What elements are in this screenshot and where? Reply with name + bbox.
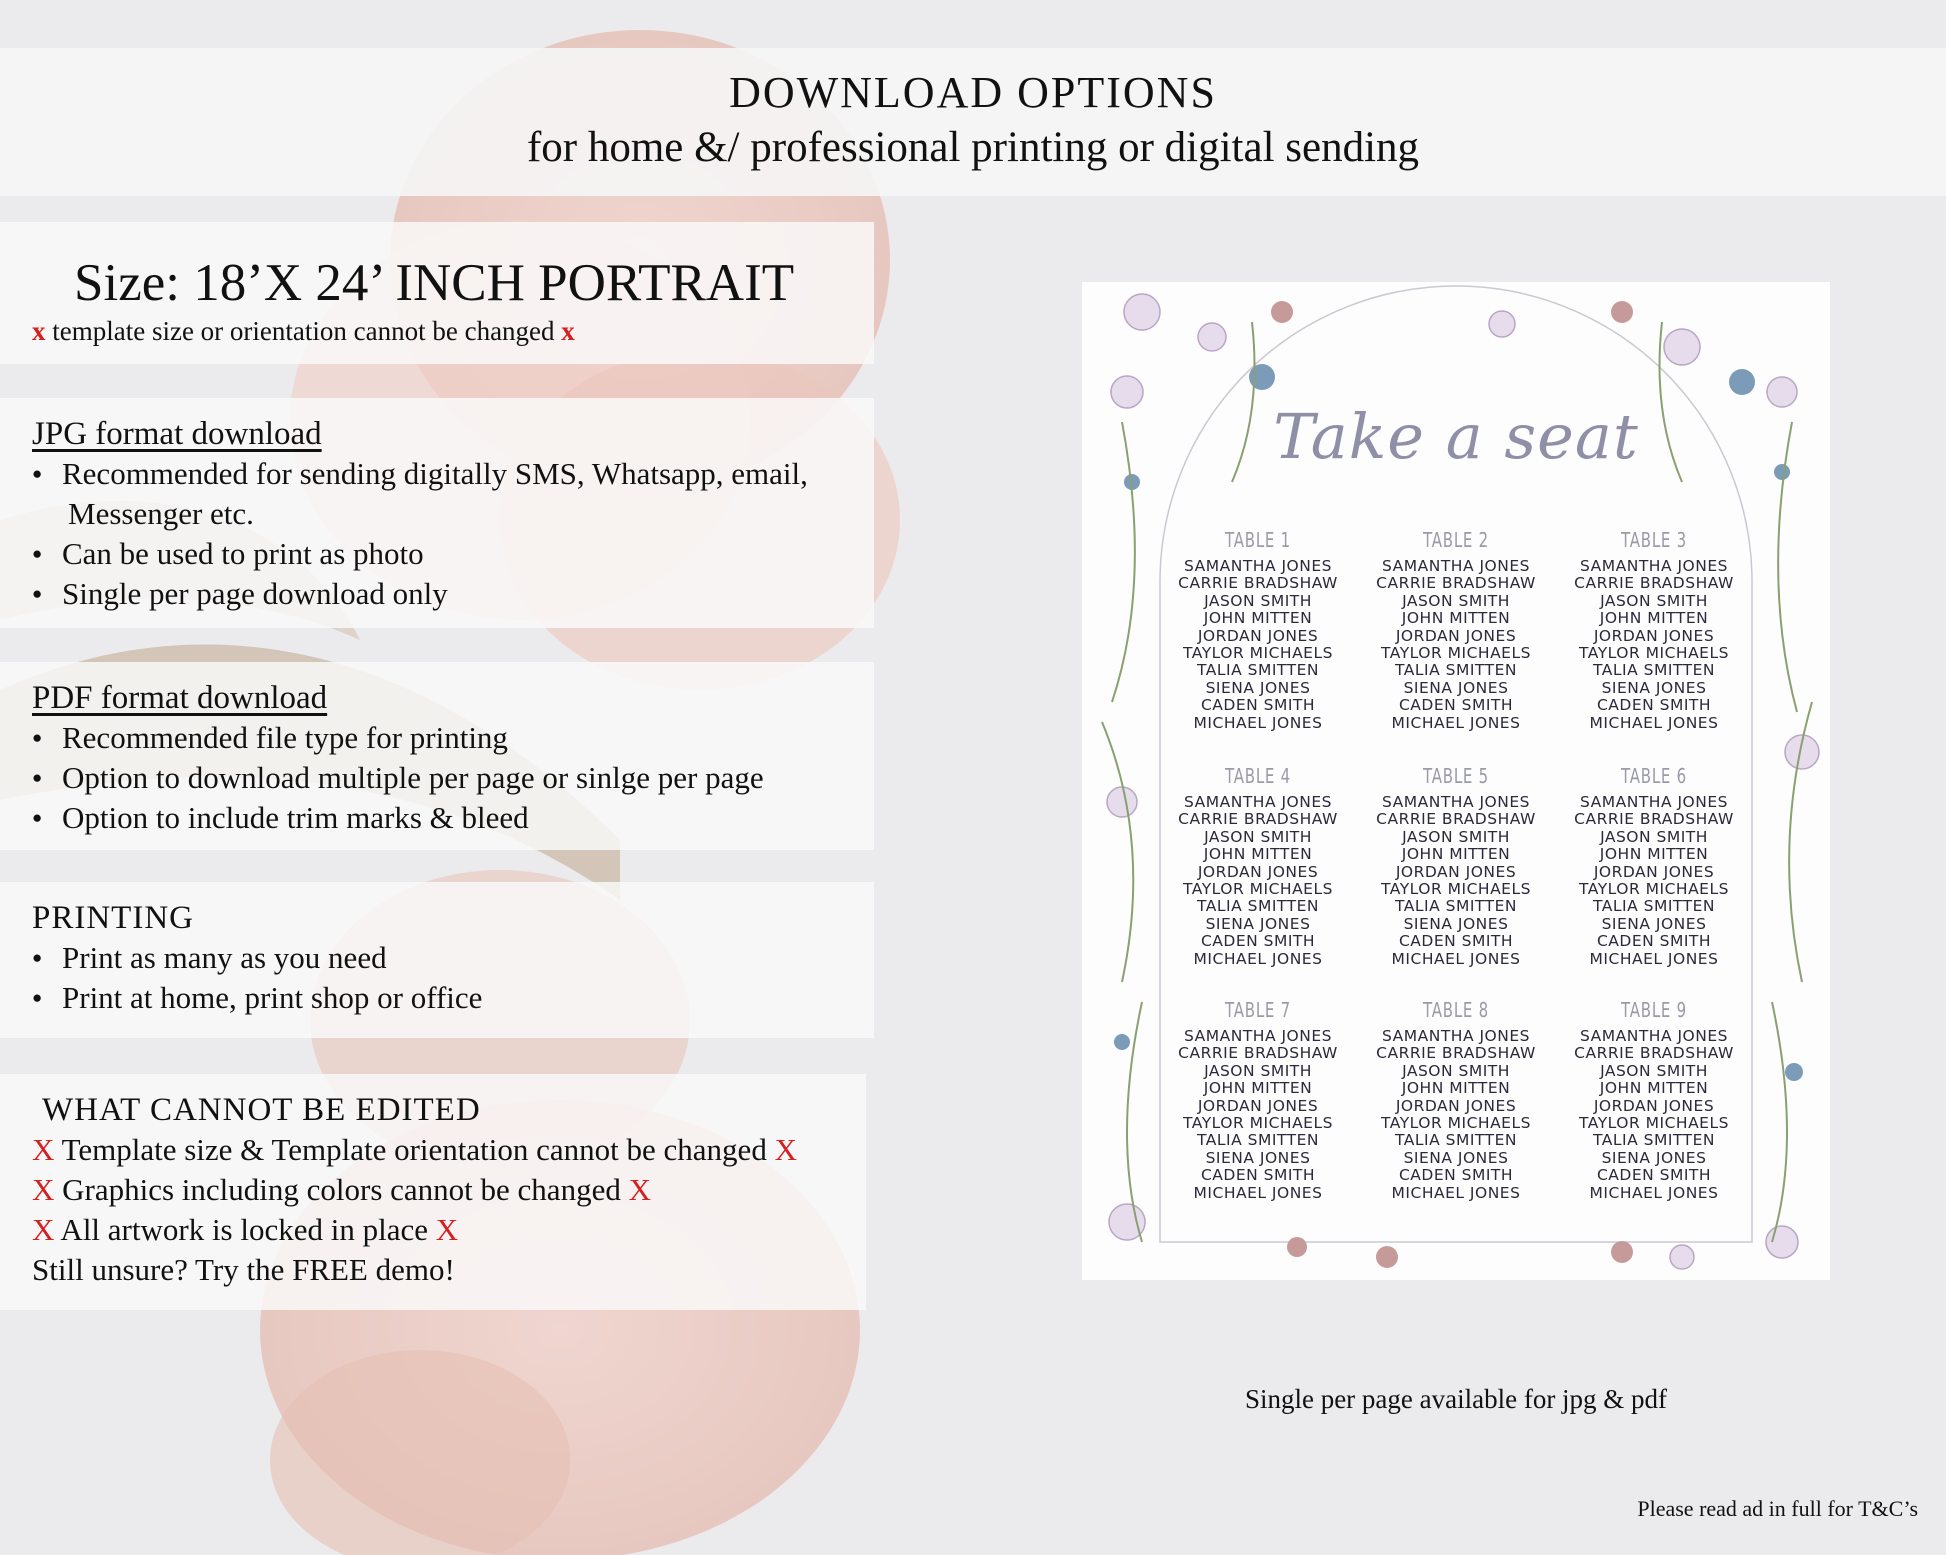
guest-name: CADEN SMITH	[1596, 696, 1712, 715]
table-label: TABLE 3	[1621, 528, 1687, 552]
guest-name: TAYLOR MICHAELS	[1183, 880, 1333, 899]
table-label: TABLE 2	[1423, 528, 1489, 552]
guest-name: JOHN MITTEN	[1401, 845, 1511, 864]
guest-name: JOHN MITTEN	[1203, 609, 1313, 628]
guest-name: JORDAN JONES	[1593, 862, 1715, 881]
list-item	[32, 454, 874, 534]
cannot-edit-title: WHAT CANNOT BE EDITED	[42, 1092, 481, 1128]
guest-name: JORDAN JONES	[1593, 1096, 1715, 1115]
sign-title: Take a seat	[1273, 400, 1639, 473]
cannot-edit-line	[32, 1130, 866, 1170]
cannot-edit-line	[32, 1210, 866, 1250]
jpg-title: JPG format download	[32, 416, 322, 452]
guest-name: SAMANTHA JONES	[1382, 557, 1530, 575]
x-mark-icon: X	[32, 1212, 55, 1247]
guest-name: MICHAEL JONES	[1193, 1183, 1323, 1202]
guest-name: SAMANTHA JONES	[1184, 793, 1332, 811]
guest-name: CARRIE BRADSHAW	[1574, 1044, 1734, 1063]
guest-name: JORDAN JONES	[1197, 862, 1319, 881]
guest-name: TAYLOR MICHAELS	[1183, 1114, 1333, 1133]
guest-name: MICHAEL JONES	[1391, 1183, 1521, 1202]
guest-name: MICHAEL JONES	[1193, 713, 1323, 732]
guest-name: SIENA JONES	[1601, 678, 1707, 697]
guest-name: JORDAN JONES	[1395, 1096, 1517, 1115]
guest-name: JOHN MITTEN	[1401, 1079, 1511, 1098]
seating-table	[1356, 764, 1556, 968]
guest-name: CARRIE BRADSHAW	[1178, 1044, 1338, 1063]
guest-name: SIENA JONES	[1205, 678, 1311, 697]
guest-name: MICHAEL JONES	[1589, 949, 1719, 968]
guest-name: TAYLOR MICHAELS	[1579, 644, 1729, 663]
guest-name: CARRIE BRADSHAW	[1376, 1044, 1536, 1063]
seating-table	[1356, 998, 1556, 1202]
terms-note: Please read ad in full for T&C’s	[1637, 1496, 1918, 1521]
size-note	[32, 314, 874, 348]
guest-name: MICHAEL JONES	[1391, 713, 1521, 732]
seating-table	[1158, 528, 1358, 732]
guest-name: TALIA SMITTEN	[1593, 897, 1715, 916]
seating-table	[1158, 764, 1358, 968]
guest-name: JORDAN JONES	[1395, 862, 1517, 881]
guest-name: CARRIE BRADSHAW	[1178, 810, 1338, 829]
guest-name: JORDAN JONES	[1395, 626, 1517, 645]
list-item: ● Single per page download only	[32, 574, 874, 614]
guest-name: CADEN SMITH	[1398, 696, 1514, 715]
guest-name: TALIA SMITTEN	[1593, 1131, 1715, 1150]
x-mark-icon: X	[32, 1172, 55, 1207]
list-item: ● Can be used to print as photo	[32, 534, 874, 574]
guest-name: SIENA JONES	[1205, 1148, 1311, 1167]
guest-name: SAMANTHA JONES	[1184, 1027, 1332, 1045]
guest-name: SAMANTHA JONES	[1184, 557, 1332, 575]
guest-name: TAYLOR MICHAELS	[1579, 1114, 1729, 1133]
x-mark-icon: X	[628, 1172, 651, 1207]
guest-name: TAYLOR MICHAELS	[1381, 644, 1531, 663]
header-subtitle: for home &/ professional printing or digital sending	[526, 124, 1420, 171]
jpg-bullet-1: Recommended for sending digitally SMS, Whatsapp, email,	[62, 456, 808, 491]
printing-title: PRINTING	[32, 900, 194, 936]
guest-name: CARRIE BRADSHAW	[1178, 574, 1338, 593]
guest-name: JASON SMITH	[1600, 591, 1708, 610]
guest-name: JOHN MITTEN	[1599, 845, 1709, 864]
jpg-bullet-1-continuation: Messenger etc.	[68, 496, 254, 531]
guest-name: SIENA JONES	[1205, 914, 1311, 933]
guest-name: JASON SMITH	[1204, 1061, 1312, 1080]
seating-table	[1356, 528, 1556, 732]
guest-name: JOHN MITTEN	[1599, 1079, 1709, 1098]
guest-name: TALIA SMITTEN	[1197, 1131, 1319, 1150]
guest-name: TALIA SMITTEN	[1395, 1131, 1517, 1150]
guest-name: CARRIE BRADSHAW	[1376, 810, 1536, 829]
size-title: Size: 18’X 24’ INCH PORTRAIT	[74, 254, 795, 312]
header-title: DOWNLOAD OPTIONS	[729, 68, 1217, 117]
table-label: TABLE 1	[1225, 528, 1291, 552]
guest-name: SAMANTHA JONES	[1580, 557, 1728, 575]
seating-table	[1158, 998, 1358, 1202]
guest-name: SAMANTHA JONES	[1580, 793, 1728, 811]
guest-name: TAYLOR MICHAELS	[1579, 880, 1729, 899]
guest-name: JORDAN JONES	[1197, 626, 1319, 645]
guest-name: TAYLOR MICHAELS	[1381, 1114, 1531, 1133]
x-mark-icon: x	[32, 316, 46, 346]
guest-name: CARRIE BRADSHAW	[1574, 810, 1734, 829]
guest-name: TALIA SMITTEN	[1395, 897, 1517, 916]
guest-name: MICHAEL JONES	[1391, 949, 1521, 968]
guest-name: JASON SMITH	[1402, 591, 1510, 610]
guest-name: TALIA SMITTEN	[1395, 661, 1517, 680]
free-demo-note: Still unsure? Try the FREE demo!	[32, 1252, 455, 1287]
x-mark-icon: x	[561, 316, 575, 346]
seating-table	[1554, 998, 1754, 1202]
list-item: ● Print as many as you need	[32, 938, 874, 978]
header-banner	[0, 48, 1946, 196]
guest-name: SIENA JONES	[1403, 678, 1509, 697]
printing-panel	[0, 882, 874, 1038]
guest-name: JOHN MITTEN	[1203, 845, 1313, 864]
guest-name: CADEN SMITH	[1200, 696, 1316, 715]
guest-name: CADEN SMITH	[1596, 932, 1712, 951]
table-label: TABLE 8	[1423, 998, 1489, 1022]
guest-name: MICHAEL JONES	[1589, 713, 1719, 732]
guest-name: TALIA SMITTEN	[1593, 661, 1715, 680]
table-label: TABLE 4	[1225, 764, 1291, 788]
x-mark-icon: X	[435, 1212, 459, 1247]
table-label: TABLE 9	[1621, 998, 1687, 1022]
guest-name: MICHAEL JONES	[1193, 949, 1323, 968]
seating-table	[1554, 528, 1754, 732]
guest-name: JASON SMITH	[1402, 827, 1510, 846]
guest-name: TALIA SMITTEN	[1197, 661, 1319, 680]
list-item: ● Option to include trim marks & bleed	[32, 798, 874, 838]
seating-chart-preview	[1082, 282, 1830, 1280]
guest-name: SIENA JONES	[1601, 914, 1707, 933]
guest-name: CADEN SMITH	[1200, 932, 1316, 951]
guest-name: JASON SMITH	[1204, 591, 1312, 610]
cannot-edit-text: Graphics including colors cannot be changed	[54, 1172, 629, 1207]
cannot-edit-text: All artwork is locked in place	[54, 1212, 436, 1247]
x-mark-icon: X	[32, 1132, 55, 1167]
size-panel	[0, 222, 874, 364]
guest-name: CARRIE BRADSHAW	[1574, 574, 1734, 593]
cannot-edit-line	[32, 1170, 866, 1210]
pdf-title: PDF format download	[32, 680, 328, 716]
guest-name: JOHN MITTEN	[1203, 1079, 1313, 1098]
guest-name: TAYLOR MICHAELS	[1183, 644, 1333, 663]
size-note-text: template size or orientation cannot be changed	[45, 316, 562, 346]
cannot-edit-text: Template size & Template orientation cannot be changed	[54, 1132, 775, 1167]
table-label: TABLE 7	[1225, 998, 1291, 1022]
guest-name: JOHN MITTEN	[1401, 609, 1511, 628]
guest-name: TALIA SMITTEN	[1197, 897, 1319, 916]
guest-name: SIENA JONES	[1601, 1148, 1707, 1167]
guest-name: CADEN SMITH	[1200, 1166, 1316, 1185]
guest-name: CADEN SMITH	[1596, 1166, 1712, 1185]
list-item: ● Option to download multiple per page or sinlge per page	[32, 758, 874, 798]
list-item: ● Recommended file type for printing	[32, 718, 874, 758]
cannot-edit-panel	[0, 1074, 866, 1310]
guest-name: TAYLOR MICHAELS	[1381, 880, 1531, 899]
table-label: TABLE 5	[1423, 764, 1489, 788]
guest-name: JASON SMITH	[1402, 1061, 1510, 1080]
guest-name: SIENA JONES	[1403, 1148, 1509, 1167]
guest-name: JASON SMITH	[1600, 827, 1708, 846]
guest-name: JORDAN JONES	[1197, 1096, 1319, 1115]
guest-name: SAMANTHA JONES	[1580, 1027, 1728, 1045]
guest-name: CARRIE BRADSHAW	[1376, 574, 1536, 593]
guest-name: JOHN MITTEN	[1599, 609, 1709, 628]
seating-table	[1554, 764, 1754, 968]
jpg-panel	[0, 398, 874, 628]
x-mark-icon: X	[774, 1132, 797, 1167]
guest-name: SAMANTHA JONES	[1382, 793, 1530, 811]
table-label: TABLE 6	[1621, 764, 1687, 788]
preview-caption: Single per page available for jpg & pdf	[1244, 1384, 1668, 1414]
guest-name: CADEN SMITH	[1398, 1166, 1514, 1185]
guest-name: MICHAEL JONES	[1589, 1183, 1719, 1202]
guest-name: JASON SMITH	[1600, 1061, 1708, 1080]
guest-name: JASON SMITH	[1204, 827, 1312, 846]
guest-name: SIENA JONES	[1403, 914, 1509, 933]
pdf-panel	[0, 662, 874, 850]
list-item: ● Print at home, print shop or office	[32, 978, 874, 1018]
guest-name: JORDAN JONES	[1593, 626, 1715, 645]
guest-name: CADEN SMITH	[1398, 932, 1514, 951]
guest-name: SAMANTHA JONES	[1382, 1027, 1530, 1045]
